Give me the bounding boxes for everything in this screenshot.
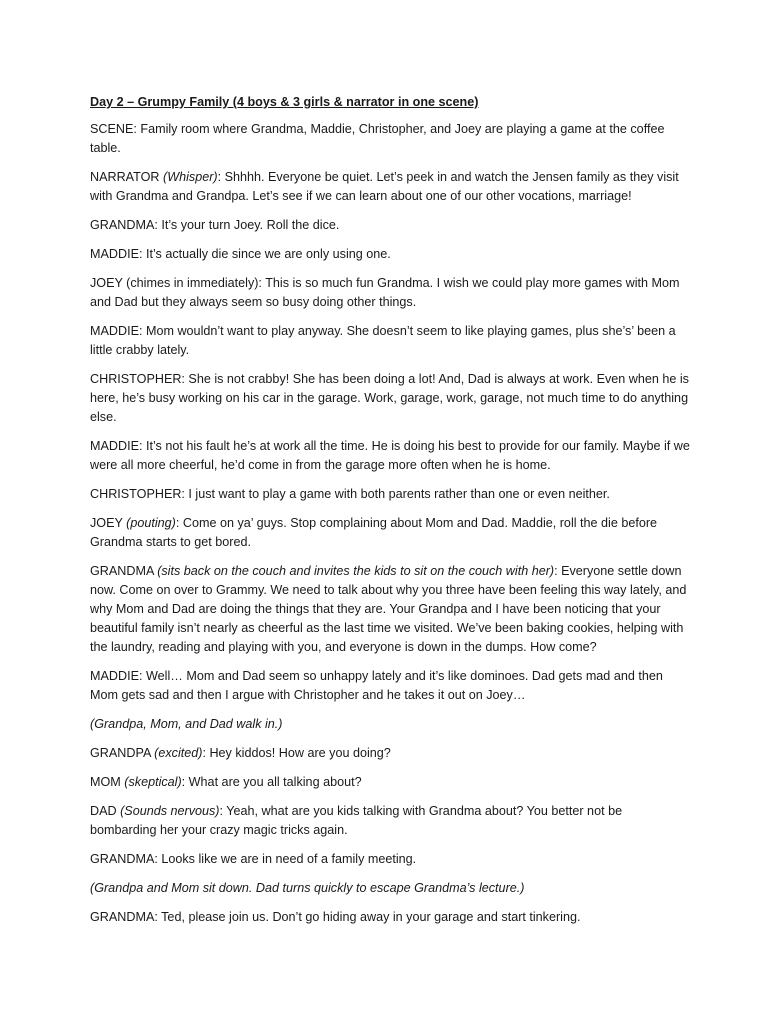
paragraph-text: MADDIE: It’s not his fault he’s at work all the time. He is doing his best to provide for our family. Maybe if we were all more cheerful, he’d come in from the garage more often when he is home. bbox=[90, 439, 690, 472]
script-paragraph bbox=[90, 274, 690, 312]
script-paragraph bbox=[90, 485, 690, 504]
script-paragraph bbox=[90, 322, 690, 360]
paragraph-text: : Everyone settle down now. Come on over to Grammy. We need to talk about why you three have been feeling this way lately, and why Mom and Dad are doing the things that they are. Your Grandpa and I have been noticing that your beautiful family isn’t nearly as cheerful as the last time we visited. We’ve been baking cookies, helping with the laundry, reading and playing with you, and everyone is down in the dumps. How come? bbox=[90, 564, 687, 654]
script-paragraph bbox=[90, 168, 690, 206]
script-paragraph bbox=[90, 245, 690, 264]
stage-direction: (Grandpa and Mom sit down. Dad turns quickly to escape Grandma’s lecture.) bbox=[90, 881, 525, 895]
paragraph-text: MADDIE: Mom wouldn’t want to play anyway. She doesn’t seem to like playing games, plus she’s’ been a little crabby lately. bbox=[90, 324, 676, 357]
stage-direction: (skeptical) bbox=[124, 775, 182, 789]
paragraph-text: MADDIE: It’s actually die since we are only using one. bbox=[90, 247, 391, 261]
script-paragraph bbox=[90, 908, 690, 927]
paragraph-text: GRANDMA: Ted, please join us. Don’t go hiding away in your garage and start tinkering. bbox=[90, 910, 581, 924]
script-paragraph bbox=[90, 667, 690, 705]
script-paragraph bbox=[90, 370, 690, 427]
paragraph-text: : What are you all talking about? bbox=[181, 775, 362, 789]
paragraph-text: : Hey kiddos! How are you doing? bbox=[202, 746, 391, 760]
paragraph-text: JOEY bbox=[90, 516, 127, 530]
script-paragraph bbox=[90, 514, 690, 552]
script-paragraph bbox=[90, 850, 690, 869]
stage-direction: (excited) bbox=[154, 746, 203, 760]
paragraph-text: GRANDMA bbox=[90, 564, 158, 578]
paragraph-text: CHRISTOPHER: She is not crabby! She has been doing a lot! And, Dad is always at work. Even when he is here, he’s busy working on his car in the garage. Work, garage, work, garage, not much time to do anything else. bbox=[90, 372, 689, 424]
script-paragraph bbox=[90, 879, 690, 898]
stage-direction: (Sounds nervous) bbox=[120, 804, 220, 818]
stage-direction: (Whisper) bbox=[163, 170, 218, 184]
paragraph-text: GRANDMA: Looks like we are in need of a family meeting. bbox=[90, 852, 417, 866]
script-paragraph bbox=[90, 744, 690, 763]
script-paragraph bbox=[90, 802, 690, 840]
script-paragraph bbox=[90, 437, 690, 475]
paragraph-text: MADDIE: Well… Mom and Dad seem so unhappy lately and it’s like dominoes. Dad gets mad and then Mom gets sad and then I argue with Christopher and he takes it out on Joey… bbox=[90, 669, 663, 702]
script-paragraph bbox=[90, 562, 690, 657]
paragraph-text: DAD bbox=[90, 804, 121, 818]
script-body bbox=[90, 120, 690, 927]
paragraph-text: : Shhhh. Everyone be quiet. Let’s peek in and watch the Jensen family as they visit with Grandma and Grandpa. Let’s see if we can learn about one of our other vocations, marriage! bbox=[90, 170, 679, 203]
script-paragraph bbox=[90, 715, 690, 734]
stage-direction: (sits back on the couch and invites the kids to sit on the couch with her) bbox=[157, 564, 555, 578]
script-paragraph bbox=[90, 773, 690, 792]
paragraph-text: : Come on ya’ guys. Stop complaining about Mom and Dad. Maddie, roll the die before Grandma starts to get bored. bbox=[90, 516, 658, 549]
paragraph-text: JOEY (chimes in immediately): This is so much fun Grandma. I wish we could play more games with Mom and Dad but they always seem so busy doing other things. bbox=[90, 276, 680, 309]
stage-direction: (pouting) bbox=[126, 516, 176, 530]
document-title: Day 2 – Grumpy Family (4 boys & 3 girls & narrator in one scene) bbox=[90, 95, 479, 109]
paragraph-text: CHRISTOPHER: I just want to play a game with both parents rather than one or even neither. bbox=[90, 487, 610, 501]
document-page bbox=[90, 93, 690, 937]
script-paragraph bbox=[90, 216, 690, 235]
paragraph-text: : Yeah, what are you kids talking with Grandma about? You better not be bombarding her your crazy magic tricks again. bbox=[90, 804, 623, 837]
script-paragraph bbox=[90, 120, 690, 158]
paragraph-text: MOM bbox=[90, 775, 125, 789]
paragraph-text: NARRATOR bbox=[90, 170, 164, 184]
stage-direction: (Grandpa, Mom, and Dad walk in.) bbox=[90, 717, 283, 731]
paragraph-text: GRANDMA: It’s your turn Joey. Roll the dice. bbox=[90, 218, 340, 232]
paragraph-text: SCENE: Family room where Grandma, Maddie, Christopher, and Joey are playing a game at the coffee table. bbox=[90, 122, 665, 155]
paragraph-text: GRANDPA bbox=[90, 746, 155, 760]
